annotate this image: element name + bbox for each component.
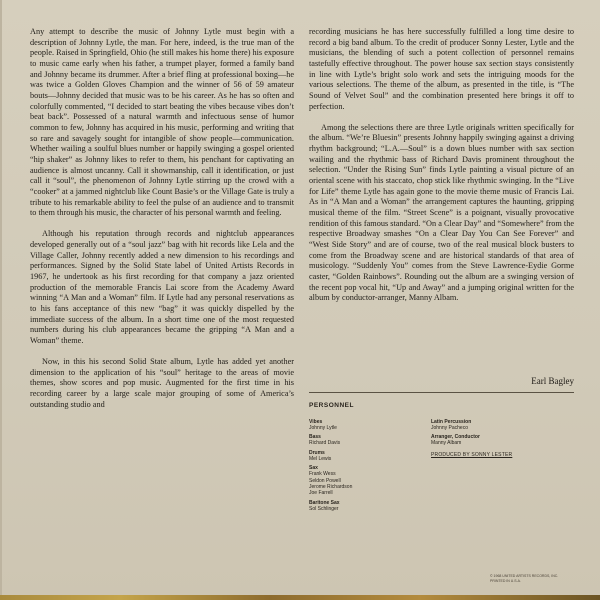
musician-name: Joe Farrell [309, 490, 333, 497]
musician-name: Richard Davis [309, 440, 341, 447]
musician-name: Sol Schlinger [309, 505, 339, 512]
musician-name: Frank Wess [309, 471, 336, 478]
liner-paragraph: Now, in this his second Solid State album, Lytle has added yet another dimension to the application of his “soul” heritage to the areas of movie themes, show scores and pop music. Augmented for the first time in his recording career by a large scale major grouping of some of America’s outstanding studio and [30, 357, 294, 409]
musician-name: Johnny Pacheco [431, 425, 468, 431]
personnel-column-1 [309, 416, 409, 512]
liner-notes-right-column [309, 27, 574, 304]
musician-name: Jerome Richardson [309, 484, 353, 491]
role-label: Latin Percussion [431, 419, 472, 425]
musician-name: Manny Albam [431, 440, 462, 447]
musician-name: Johnny Lytle [309, 425, 337, 431]
cover-left-edge [0, 0, 2, 600]
role-label: Drums [309, 449, 325, 456]
musician-name: Mel Lewis [309, 455, 332, 462]
role-label: Bass [309, 434, 321, 441]
copyright-notice: © 1968 UNITED ARTISTS RECORDS, INC. [490, 574, 559, 578]
role-label: Arranger, Conductor [431, 434, 480, 441]
liner-paragraph: recording musicians he has here successfully fulfilled a long time desire to record a big band album. To the credit of producer Sonny Lester, Lytle and the musicians, the blending of such a potent collection of personnel remains tastefully effective throughout. The power house sax section stays consistently in line with Lytle’s bright solo work and sets the intriguing moods for the various selections. The theme of the album, as presented in the title, is “The Sound of Velvet Soul” and the combination presented here brings it off to perfection. [309, 27, 574, 111]
role-label: Sax [309, 465, 318, 472]
fineprint [490, 574, 590, 584]
personnel-column-2 [431, 416, 571, 458]
personnel-title: PERSONNEL [309, 402, 354, 409]
liner-paragraph: Any attempt to describe the music of Johnny Lytle must begin with a description of Johnny Lytle, the man. For here, indeed, is the true man of the people. Raised in Springfield, Ohio (he still makes his home there) his exposure to music came early when his father, a trumpet player, formed a family band and Johnny became its drummer. After a brief fling at professional boxing—he was twice a Golden Gloves Champion and the winner of 56 of 59 amateur bouts—Johnny decided that music was to be his career. As he has so often and colorfully commented, “I decided to start beating the vibes because vibes don’t beat back”. Possessed of a natural warmth and infectuous sense of humor common to few, Johnny has acquired in his music, performing and writing that so rare and savagely sought for intangible of show people—communication. Whether wailing a soulful blues number or happily swinging a gospel oriented “hip shaker” as Johnny likes to refer to them, his penchant for captivating an audience is almost uncanny. Call it showmanship, call it identification, or just call it “soul”, the phenomenon of Johnny Lytle stirring up the crowd with a “cooker” at a jammed nightclub like Count Basie’s or the Village Gate is truly a tribute to his remarkable ability to feel the pulse of an audience and to transmit to them through his music, the character of his personal warmth and feeling. [30, 27, 294, 218]
musician-name: Seldon Powell [309, 477, 341, 484]
printed-in-notice: PRINTED IN U.S.A. [490, 579, 521, 583]
role-label: Baritone Sax [309, 499, 340, 506]
producer-credit: PRODUCED BY SONNY LESTER [431, 451, 513, 458]
cover-bottom-edge [0, 595, 600, 600]
role-label: Vibes [309, 419, 323, 425]
liner-notes-left-column [30, 27, 294, 410]
author-signature: Earl Bagley [531, 376, 574, 386]
divider [309, 392, 574, 393]
liner-paragraph: Among the selections there are three Lytle originals written specifically for the album. “We’re Bluesin” presents Johnny happily swinging against a driving rhythm background; “L.A.—Soul” is a down blues number with sax section wailing and the rhythmic bass of Richard Davis prominent throughout the selection. “Under the Rising Sun” finds Lytle painting a visual picture of an oriental scene with his staccato, chop stick like rhythmic swinging. In the “Live for Life” theme Lytle has again gone to the movie theme music of Francis Lai. As in “A Man and a Woman” the arrangement captures the haunting, gripping musical theme of the film. “Street Scene” is a poignant, visually provocative rendition of this famous standard. “On a Clear Day” and “Somewhere” from the respective Broadway smashes “On a Clear Day You Can See Forever” and “West Side Story” and are of course, two of the real musical block busters to come from the Broadway scene and are historical standards of that area of musicology. “Suddenly You” comes from the Steve Lawrence-Eydie Gorme caster, “Golden Rainbows”. Rounding out the album are a swinging version of the recent pop vocal hit, “Up and Away” and a jumping original written for the album by conductor-arranger, Manny Albam. [309, 122, 574, 303]
liner-paragraph: Although his reputation through records and nightclub appearances developed generally out of a “soul jazz” bag with hit records like Lela and the Village Caller, Johnny recently added a new dimension to his recordings and performances. Signed by the Solid State label of United Artists Records in 1967, he undertook as his first recording for that company a jazz oriented production of the memorable Francis Lai score from the Academy Award winning “A Man and a Woman” film. If Lytle had any personal reservations as to his fans acceptance of this new “bag” it was quickly dispelled by the immediate success of the album. In a short time one of the most requested numbers during his club appearances became the gripping “A Man and a Woman” theme. [30, 229, 294, 345]
